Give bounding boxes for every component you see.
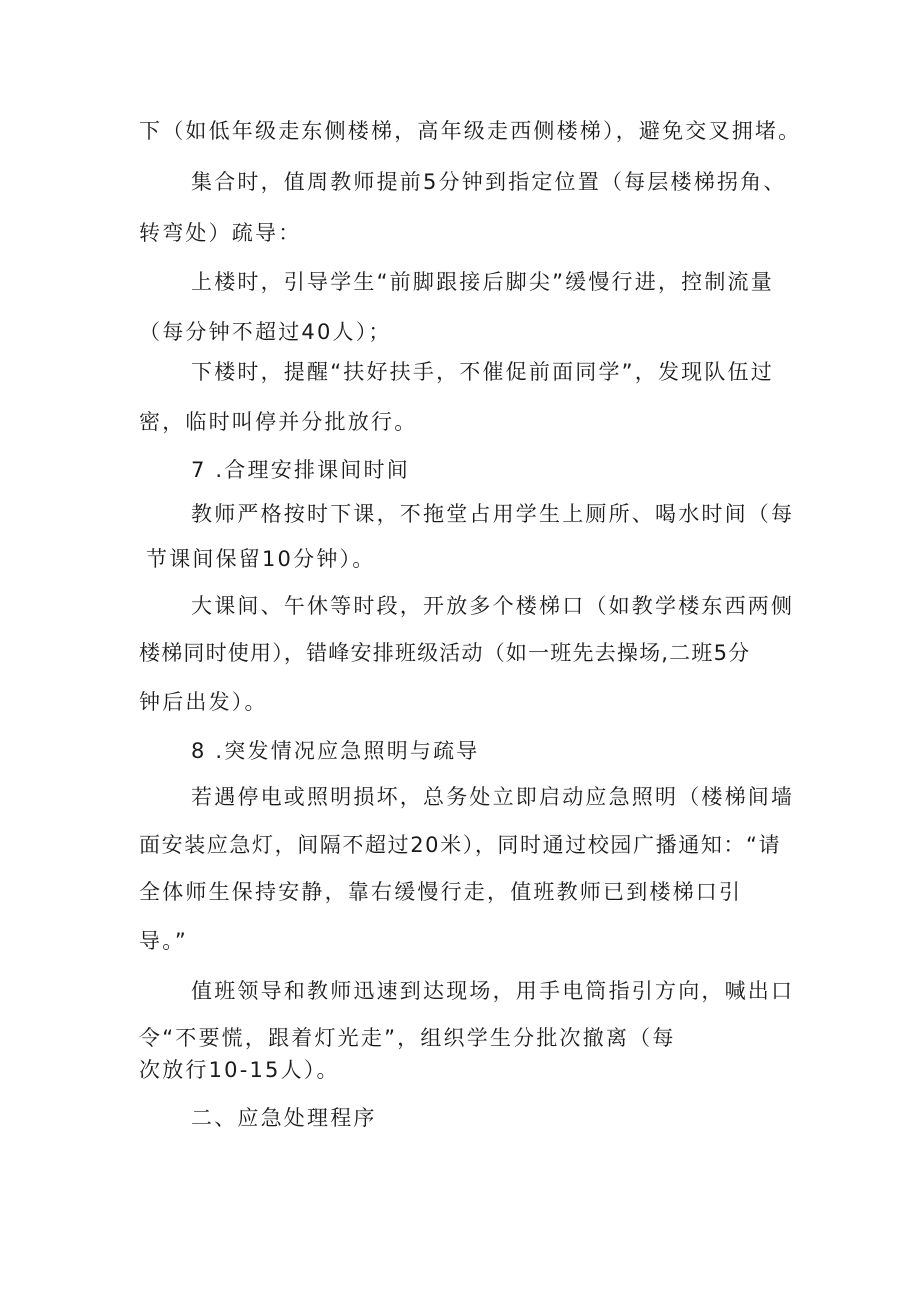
text-line-9: 教师严格按时下课，不拖堂占用学生上厕所、喝水时间（每 [191, 502, 795, 526]
text-line-20: 令“不要慌，跟着灯光走”，组织学生分批次撤离（每 [139, 1026, 676, 1050]
text-line-19: 值班领导和教师迅速到达现场，用手电筒指引方向，喊出口 [191, 979, 795, 1003]
text-line-15: 若遇停电或照明损坏，总务处立即启动应急照明（楼梯间墙 [191, 785, 795, 809]
text-line-13: 钟后出发）。 [139, 690, 268, 714]
text-line-16: 面安装应急灯，间隔不超过20米），同时通过校园广播通知：“请 [139, 833, 782, 857]
text-line-2: 集合时，值周教师提前5分钟到指定位置（每层楼梯拐角、 [191, 170, 787, 194]
text-line-12: 楼梯同时使用），错峰安排班级活动（如一班先去操场,二班5分 [139, 641, 751, 665]
text-line-10: 节课间保留10分钟）。 [146, 547, 376, 571]
text-line-5: （每分钟不超过40人）； [139, 320, 392, 344]
text-line-4: 上楼时，引导学生“前脚跟接后脚尖”缓慢行进，控制流量 [191, 270, 774, 294]
section-heading-7: 7 .合理安排课间时间 [191, 458, 410, 482]
section-heading-8: 8 .突发情况应急照明与疏导 [191, 739, 480, 763]
text-line-3: 转弯处）疏导： [139, 221, 302, 245]
text-line-18: 导。” [139, 929, 188, 953]
text-line-6: 下楼时，提醒“扶好扶手，不催促前面同学”，发现队伍过 [191, 360, 774, 384]
text-line-11: 大课间、午休等时段，开放多个楼梯口（如教学楼东西两侧 [191, 594, 795, 618]
section-heading-2: 二、应急处理程序 [191, 1106, 377, 1130]
text-line-1: 下（如低年级走东侧楼梯，高年级走西侧楼梯），避免交叉拥堵。 [139, 119, 802, 143]
text-line-17: 全体师生保持安静，靠右缓慢行走，值班教师已到楼梯口引 [139, 880, 743, 904]
text-line-7: 密，临时叫停并分批放行。 [139, 410, 418, 434]
text-line-21: 次放行10-15人）。 [139, 1058, 340, 1082]
